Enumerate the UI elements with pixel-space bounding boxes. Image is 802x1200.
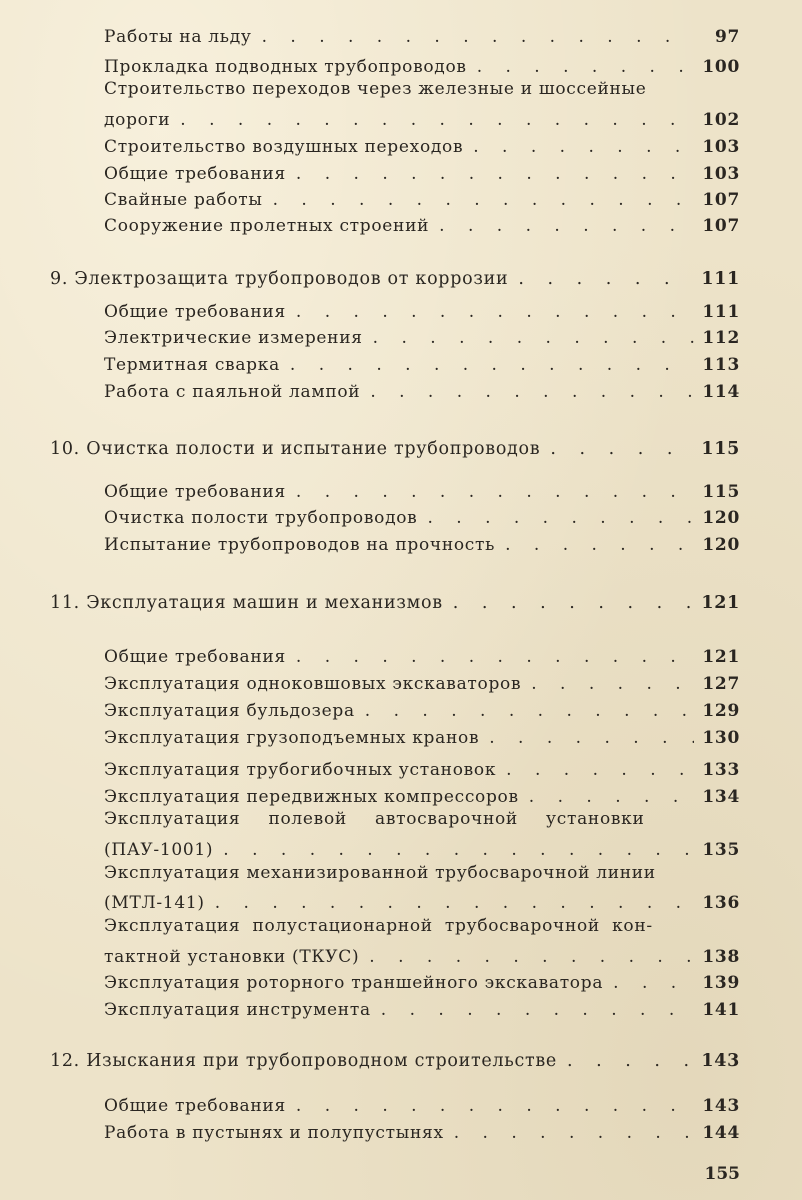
toc-entry-title-cont: тактной установки (ТКУС): [104, 947, 360, 967]
toc-entry-page: 97: [714, 27, 740, 47]
toc-section: [50, 434, 740, 460]
toc-entry-page: 103: [702, 164, 740, 184]
toc-entry: [104, 185, 740, 211]
toc-entry-page: 133: [702, 760, 740, 780]
toc-entry-page: 120: [702, 508, 740, 528]
toc-entry-page: 100: [702, 57, 740, 77]
section-number: 11.: [50, 593, 80, 613]
toc-entry-page: 138: [702, 947, 740, 967]
toc-entry-title: Свайные работы: [104, 190, 263, 210]
toc-entry: [104, 52, 740, 78]
toc-entry: [104, 942, 740, 968]
toc-entry-page: 129: [702, 701, 740, 721]
toc-entry-title: Сооружение пролетных строений: [104, 216, 430, 236]
toc-entry-title: Эксплуатация грузоподъемных кранов: [104, 728, 480, 748]
leader-dots: [427, 507, 694, 529]
leader-dots: [529, 786, 694, 808]
leader-dots: [369, 946, 694, 968]
toc-entry-page: 103: [702, 137, 740, 157]
leader-dots: [296, 646, 694, 668]
toc-entry-title: Эксплуатация передвижных компрессоров: [104, 787, 519, 807]
toc-entry-title: Эксплуатация роторного траншейного экскаватора: [104, 973, 604, 993]
leader-dots: [180, 109, 694, 131]
toc-entry-page: 102: [702, 110, 740, 130]
toc-entry-page: 120: [702, 535, 740, 555]
toc-entry-title: Строительство переходов через железные и шоссейные: [104, 79, 647, 99]
toc-entry: [104, 995, 740, 1021]
toc-entry: [104, 888, 740, 914]
leader-dots: [518, 268, 694, 290]
toc-entry-line1: [104, 808, 740, 834]
leader-dots: [531, 673, 694, 695]
leader-dots: [567, 1050, 694, 1072]
toc-entry-page: 115: [702, 482, 740, 502]
toc-entry-title: Электрические измерения: [104, 328, 363, 348]
toc-entry: [104, 642, 740, 668]
toc-entry: [104, 1091, 740, 1117]
toc-entry: [104, 696, 740, 722]
toc-entry: [104, 782, 740, 808]
toc-entry-title: Эксплуатация механизированной трубосварочной линии: [104, 863, 656, 883]
toc-entry-title-cont: (ПАУ-1001): [104, 840, 214, 860]
toc-entry-title: Термитная сварка: [104, 355, 280, 375]
toc-entry-title-cont: (МТЛ-141): [104, 893, 205, 913]
toc-entry-title-cont: дороги: [104, 110, 171, 130]
toc-entry-title: Прокладка подводных трубопроводов: [104, 57, 467, 77]
leader-dots: [505, 534, 694, 556]
leader-dots: [296, 301, 694, 323]
leader-dots: [454, 1122, 694, 1144]
leader-dots: [262, 26, 694, 48]
leader-dots: [613, 972, 694, 994]
toc-section-title: [50, 592, 443, 614]
toc-entry-page: 113: [702, 355, 740, 375]
toc-section-page: 121: [701, 593, 740, 613]
toc-entry-page: 135: [702, 840, 740, 860]
toc-entry: [104, 297, 740, 323]
toc-entry-line1: [104, 862, 740, 888]
toc-entry: [104, 503, 740, 529]
toc-entry-title: Испытание трубопроводов на прочность: [104, 535, 496, 555]
toc-entry: [104, 159, 740, 185]
toc-entry: [104, 132, 740, 158]
toc-section-title: [50, 268, 508, 290]
toc-entry-title: Эксплуатация бульдозера: [104, 701, 355, 721]
leader-dots: [296, 163, 694, 185]
toc-entry-title: Эксплуатация трубогибочных установок: [104, 760, 497, 780]
toc-entry: [104, 755, 740, 781]
toc-entry-line1: [104, 78, 740, 104]
toc-entry-title: Работа с паяльной лампой: [104, 382, 361, 402]
toc-section-page: 111: [701, 269, 740, 289]
toc-section: [50, 1046, 740, 1072]
leader-dots: [506, 759, 694, 781]
toc-entry-page: 114: [702, 382, 740, 402]
toc-entry-page: 144: [702, 1123, 740, 1143]
leader-dots: [365, 700, 694, 722]
section-title-text: Изыскания при трубопроводном строительстве: [86, 1051, 557, 1071]
toc-section-page: 115: [701, 439, 740, 459]
toc-entry: [104, 22, 740, 48]
toc-entry-page: 134: [702, 787, 740, 807]
leader-dots: [439, 215, 694, 237]
toc-entry-title: Эксплуатация инструмента: [104, 1000, 371, 1020]
leader-dots: [489, 727, 694, 749]
toc-entry-title: Общие требования: [104, 647, 286, 667]
leader-dots: [273, 189, 694, 211]
toc-entry-page: 143: [702, 1096, 740, 1116]
leader-dots: [373, 327, 694, 349]
toc-entry-page: 139: [702, 973, 740, 993]
section-number: 9.: [50, 269, 69, 289]
toc-entry-page: 121: [702, 647, 740, 667]
toc-section-page: 143: [701, 1051, 740, 1071]
toc-entry: [104, 723, 740, 749]
toc-entry-title: Эксплуатация одноковшовых экскаваторов: [104, 674, 522, 694]
page-number: 155: [704, 1164, 740, 1184]
toc-entry-title: Работа в пустынях и полупустынях: [104, 1123, 444, 1143]
toc-entry-title: Эксплуатация полевой автосварочной установки: [104, 809, 645, 829]
leader-dots: [477, 56, 694, 78]
toc-entry-page: 107: [702, 216, 740, 236]
toc-entry-title: Общие требования: [104, 482, 286, 502]
toc-entry-line1: [104, 915, 740, 941]
toc-entry-title: Очистка полости трубопроводов: [104, 508, 418, 528]
toc-section-title: [50, 438, 540, 460]
leader-dots: [550, 438, 694, 460]
toc-entry-page: 130: [702, 728, 740, 748]
toc-entry-title: Общие требования: [104, 164, 286, 184]
toc-entry-page: 136: [702, 893, 740, 913]
toc-entry: [104, 377, 740, 403]
toc-entry: [104, 669, 740, 695]
toc-entry: [104, 211, 740, 237]
toc-entry-title: Общие требования: [104, 302, 286, 322]
toc-section-title: [50, 1050, 557, 1072]
leader-dots: [370, 381, 694, 403]
toc-entry-page: 107: [702, 190, 740, 210]
toc-entry-title: Общие требования: [104, 1096, 286, 1116]
toc-entry: [104, 968, 740, 994]
leader-dots: [215, 892, 694, 914]
toc-entry: [104, 835, 740, 861]
section-title-text: Эксплуатация машин и механизмов: [86, 593, 443, 613]
toc-entry: [104, 530, 740, 556]
toc-entry: [104, 1118, 740, 1144]
toc-entry-title: Эксплуатация полустационарной трубосварочной кон-: [104, 916, 653, 936]
toc-entry: [104, 350, 740, 376]
section-number: 10.: [50, 439, 80, 459]
leader-dots: [453, 592, 694, 614]
toc-entry-page: 112: [702, 328, 740, 348]
toc-entry-page: 111: [702, 302, 740, 322]
section-title-text: Электрозащита трубопроводов от коррозии: [74, 269, 509, 289]
toc-entry: [104, 105, 740, 131]
toc-entry-page: 141: [702, 1000, 740, 1020]
leader-dots: [290, 354, 694, 376]
section-number: 12.: [50, 1051, 80, 1071]
toc-section: [50, 588, 740, 614]
toc-entry-title: Строительство воздушных переходов: [104, 137, 464, 157]
leader-dots: [381, 999, 694, 1021]
section-title-text: Очистка полости и испытание трубопроводов: [86, 439, 541, 459]
leader-dots: [296, 1095, 694, 1117]
leader-dots: [296, 481, 694, 503]
toc-entry: [104, 477, 740, 503]
toc-section: [50, 264, 740, 290]
toc-entry-title: Работы на льду: [104, 27, 252, 47]
toc-entry-page: 127: [702, 674, 740, 694]
toc-entry: [104, 323, 740, 349]
leader-dots: [223, 839, 694, 861]
leader-dots: [473, 136, 694, 158]
